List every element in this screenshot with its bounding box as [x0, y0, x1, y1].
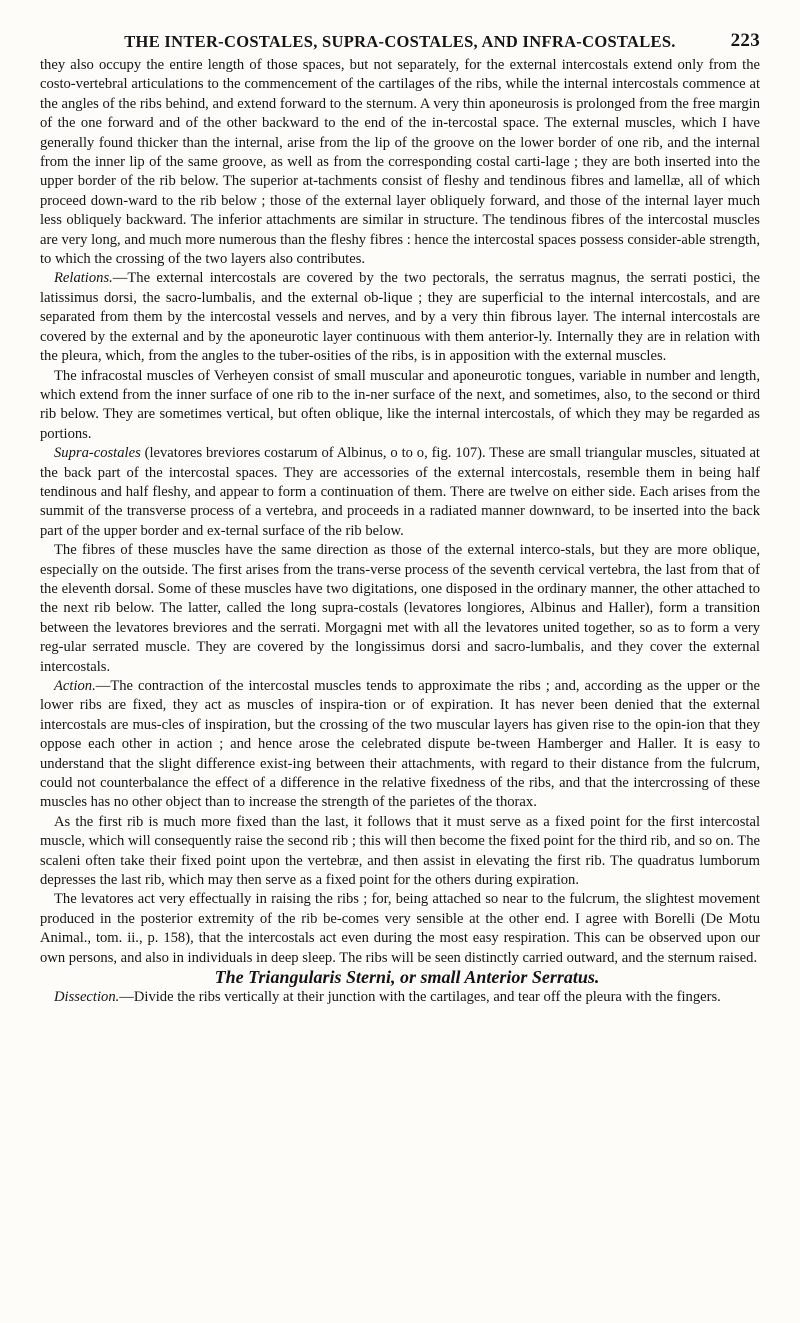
page-number: 223	[730, 30, 760, 51]
paragraph-lead: Action.	[54, 678, 96, 694]
paragraph-text: (levatores breviores costarum of Albinus, o to o, fig. 107). These are small triangular muscles, situated at the back part of the intercostal spaces. They are accessories of the external intercostals, resemble them in being half tendinous and half fleshy, and appear to form a continuation of them. There are twelve on either side. Each arises from the summit of the transverse process of a vertebra, and proceeds in a radiated manner downward, to be inserted into the back part of the upper border and ex-ternal surface of the rib below.	[40, 445, 760, 539]
paragraph-lead: Supra-costales	[54, 445, 141, 462]
paragraph	[40, 367, 760, 445]
paragraph-text: The infracostal muscles of Verheyen consist of small muscular and aponeurotic tongues, variable in number and length, which extend from the inner surface of one rib to the in-ner surface of the next, and sometimes, also, to the second or third rib below. They are sometimes vertical, but often oblique, like the internal intercostals, of which they may be regarded as portions.	[40, 367, 760, 442]
paragraph	[40, 56, 760, 269]
paragraph	[40, 813, 760, 891]
paragraph-lead: Dissection.	[54, 988, 120, 1005]
paragraph-lead: Relations.	[54, 270, 113, 287]
paragraph-text: As the first rib is much more fixed than the last, it follows that it must serve as a fixed point for the first intercostal muscle, which will consequently raise the second rib ; this will then become the fixed point for the third rib, and so on. The scaleni often take their fixed point upon the vertebræ, and then assist in elevating the first rib. The quadratus lumborum depresses the last rib, which may then serve as a fixed point for the others during expiration.	[40, 813, 760, 889]
paragraph-text: The fibres of these muscles have the same direction as those of the external interco-stals, but they are more oblique, especially on the outside. The first arises from the trans-verse process of the seventh cervical vertebra, the last from that of the eleventh dorsal. Some of these muscles have two digitations, one disposed in the ordinary manner, the other attached to the next rib below. The latter, called the long supra-costals (levatores longiores, Albinus and Haller), form a transition between the levatores breviores and the serrati. Morgagni met with all the levatores united together, so as to form a very reg-ular serrated muscle. They are covered by the longissimus dorsi and sacro-lumbalis, and they cover the external intercostals.	[40, 542, 760, 675]
paragraph	[40, 988, 760, 1007]
paragraph	[40, 444, 760, 541]
paragraph	[40, 269, 760, 366]
running-title: THE INTER-COSTALES, SUPRA-COSTALES, AND INFRA-COSTALES.	[124, 32, 676, 51]
paragraph	[40, 541, 760, 677]
paragraph-text: —Divide the ribs vertically at their junction with the cartilages, and tear off the pleura with the fingers.	[119, 988, 721, 1005]
paragraph-text: they also occupy the entire length of those spaces, but not separately, for the external intercostals extend only from the costo-vertebral articulations to the commencement of the cartilages of the ribs, while the internal intercostals commence at the angles of the ribs behind, and extend forward to the sternum. A very thin aponeurosis is prolonged from the free margin of the one forward and of the other backward to the end of the in-tercostal space. The external muscles, which I have generally found thicker than the internal, arise from the lip of the groove on the lower border of one rib, and the internal from the inner lip of the same groove, as well as from the corresponding costal carti-lage ; they are both inserted into the upper border of the rib below. The superior at-tachments consist of fleshy and tendinous fibres and lamellæ, all of which proceed down-ward to the rib below ; those of the external layer obliquely forward, and those of the internal layer much less obliquely backward. The inferior attachments are similar in structure. The tendinous fibres of the intercostal muscles are very long, and much more numerous than the fleshy fibres : hence the intercostal spaces possess consider-able strength, to which the crossing of the two layers also contributes.	[40, 57, 760, 268]
paragraph	[40, 677, 760, 813]
paragraph-text: —The external intercostals are covered by the two pectorals, the serratus magnus, the serrati postici, the latissimus dorsi, the sacro-lumbalis, and the external ob-lique ; they are superficial to the internal intercostals, and are separated from them by the intercostal vessels and nerves, and by a very thin fibrous layer. The internal intercostals are covered by the external and by the aponeurotic layer continuous with them anterior-ly. Internally they are in relation with the pleura, which, from the angles to the tuber-osities of the ribs, is in apposition with the external muscles.	[40, 270, 760, 365]
section-heading: The Triangularis Sterni, or small Anterior Serratus.	[214, 967, 600, 988]
paragraph-text: —The contraction of the intercostal muscles tends to approximate the ribs ; and, according as the upper or the lower ribs are fixed, they act as muscles of inspira-tion or of expiration. It has never been denied that the external intercostals are mus-cles of inspiration, but the crossing of the two muscular layers has given rise to the opin-ion that they oppose each other in action ; and hence arose the celebrated dispute be-tween Hamberger and Haller. It is easy to understand that the slight difference exist-ing between their attachments, with regard to their distance from the fulcrum, could not counterbalance the effect of a difference in the relative fixedness of the ribs, and that the intercrossing of these muscles has no other object than to increase the strength of the parietes of the thorax.	[40, 678, 760, 811]
paragraph-text: The levatores act very effectually in raising the ribs ; for, being attached so near to the fulcrum, the slightest movement produced in the posterior extremity of the rib be-comes very sensible at the other end. I agree with Borelli (De Motu Animal., tom. ii., p. 158), that the intercostals act even during the most easy respiration. This can be observed upon our own persons, and also in individuals in deep sleep. The ribs will be seen distinctly carried outward, and the sternum raised.	[40, 891, 760, 966]
running-head	[40, 32, 760, 52]
body-text	[40, 56, 760, 1007]
paragraph	[40, 890, 760, 968]
